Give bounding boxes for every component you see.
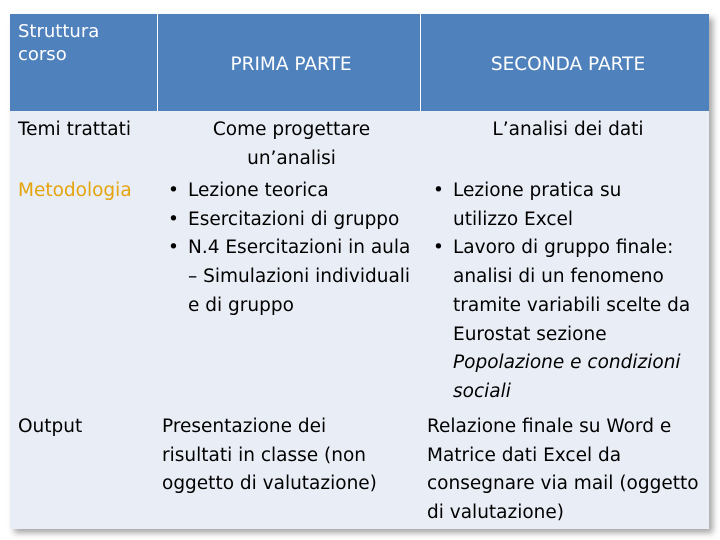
list-item: • Lavoro di gruppo finale: analisi di un fenomeno tramite variabili scelte da Eurostat sezione Popolazione e condizioni sociali [427, 234, 709, 406]
header-prima-parte: PRIMA PARTE [158, 14, 421, 111]
table-row-output [10, 413, 709, 529]
course-structure-table [10, 14, 709, 529]
bullet-icon: • [168, 208, 179, 230]
metodologia-prima-list [162, 177, 421, 321]
list-item: • Esercitazioni di gruppo [162, 206, 421, 235]
table-row-temi [10, 111, 709, 177]
bullet-icon: • [168, 237, 179, 259]
metodologia-seconda-parte [421, 177, 709, 413]
label-output: Output [18, 416, 83, 437]
label-metodologia: Metodologia [18, 180, 132, 201]
list-item: • Lezione pratica su utilizzo Excel [427, 177, 709, 234]
bullet-icon: • [433, 180, 444, 201]
bullet-icon: • [433, 237, 444, 259]
course-structure-table-wrapper [10, 14, 709, 529]
label-temi-trattati: Temi trattati [18, 119, 132, 140]
temi-seconda-parte: L’analisi dei dati [492, 119, 644, 140]
list-item: • N.4 Esercitazioni in aula – Simulazioni individuali e di gruppo [162, 234, 421, 320]
output-seconda-text: Relazione finale su Word e Matrice dati Excel da consegnare via mail (oggetto di valutazione) [427, 416, 699, 524]
temi-prima-parte [158, 111, 421, 177]
output-seconda-parte [421, 413, 709, 529]
metodologia-prima-parte [158, 177, 421, 413]
temi-prima-text: Come progettare un’analisi [212, 119, 371, 169]
list-item: • Lezione teorica [162, 177, 421, 206]
header-struttura-corso: Struttura corso [10, 14, 158, 111]
metodologia-seconda-list [427, 177, 709, 407]
header-seconda-parte: SECONDA PARTE [421, 14, 709, 111]
table-header-row [10, 14, 709, 111]
output-prima-text: Presentazione dei risultati in classe (non oggetto di valutazione) [162, 416, 377, 495]
eurostat-section-name: Popolazione e condizioni sociali [453, 352, 681, 402]
table-row-metodologia [10, 177, 709, 413]
output-prima-parte [158, 413, 421, 529]
bullet-icon: • [168, 180, 179, 201]
